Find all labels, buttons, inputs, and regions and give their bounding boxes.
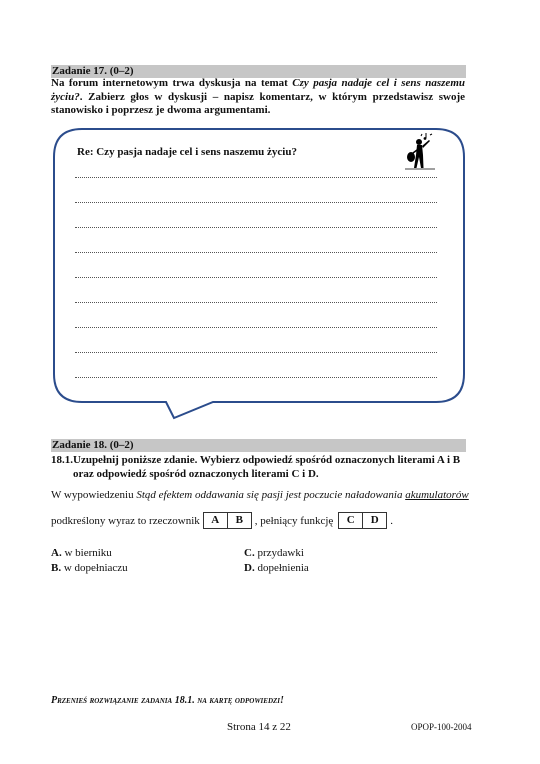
fill-end: . (390, 514, 394, 527)
sentence-quote: Stąd efektem oddawania się pasji jest poczucie naładowania (136, 489, 406, 501)
option-text: w bierniku (64, 547, 112, 559)
guitar-player-icon (404, 131, 436, 171)
choice-c[interactable]: C (346, 514, 355, 526)
answer-line[interactable] (75, 318, 437, 328)
comment-title: Re: Czy pasja nadaje cel i sens naszemu życiu? (77, 146, 297, 158)
page-number: Strona 14 z 22 (227, 721, 291, 733)
note-initial: P (51, 695, 58, 706)
analyzed-sentence (51, 489, 469, 501)
answer-line[interactable] (75, 243, 437, 253)
underlined-word: akumulatorów (405, 489, 469, 501)
task-18-1-instruction (51, 454, 471, 481)
option-text: przydawki (257, 547, 304, 559)
option-d (244, 562, 309, 574)
instruction-text-2: . Zabierz głos w dyskusji – napisz komentarz, w którym przedstawisz swoje stanowisko i poprzesz je dwoma argumentami. (51, 90, 465, 116)
answer-line[interactable] (75, 268, 437, 278)
answer-line[interactable] (75, 193, 437, 203)
option-text: w dopełniaczu (63, 562, 128, 574)
answer-line[interactable] (75, 218, 437, 228)
choice-d[interactable]: D (362, 513, 386, 528)
choice-b[interactable]: B (227, 513, 251, 528)
choice-a[interactable]: A (211, 514, 220, 526)
option-c (244, 547, 304, 559)
exam-code: OPOP-100-2004 (411, 722, 472, 732)
transfer-answer-note (51, 695, 284, 706)
option-text: dopełnienia (257, 562, 309, 574)
choice-box-ab (203, 512, 252, 529)
note-text: rzenieś rozwiązanie zadania (57, 695, 175, 706)
answer-line[interactable] (75, 368, 437, 378)
sentence-prefix: W wypowiedzeniu (51, 489, 137, 501)
task-18-header: Zadanie 18. (0–2) (51, 439, 466, 452)
instruction-line-1: Uzupełnij poniższe zdanie. Wybierz odpowiedź spośród oznaczonych literami A i B (73, 454, 461, 466)
fill-middle: , pełniący funkcję (254, 514, 334, 527)
note-exclamation: ! (280, 695, 284, 706)
option-letter: C. (244, 547, 255, 559)
instruction-line-2: oraz odpowiedź spośród oznaczonych literami C i D. (73, 467, 319, 480)
option-a (51, 547, 112, 559)
discussion-topic: Czy pasja nadaje cel i sens naszemu życiu? (51, 77, 465, 103)
answer-line[interactable] (75, 168, 437, 178)
option-letter: B. (51, 562, 62, 574)
sub-task-number: 18.1. (51, 454, 73, 466)
instruction-text-1: Na forum internetowym trwa dyskusja na temat (51, 77, 293, 89)
note-task-number: 18.1. (174, 695, 195, 706)
choice-box-cd (338, 512, 387, 529)
option-letter: A. (51, 547, 62, 559)
option-letter: D. (244, 562, 255, 574)
answer-line[interactable] (75, 293, 437, 303)
note-text-2: na kartę odpowiedzi (194, 695, 280, 706)
fill-in-sentence (51, 512, 393, 529)
option-b (51, 562, 128, 574)
answer-line[interactable] (75, 343, 437, 353)
fill-prefix: podkreślony wyraz to rzeczownik (51, 514, 200, 527)
task-17-header: Zadanie 17. (0–2) (51, 65, 466, 78)
